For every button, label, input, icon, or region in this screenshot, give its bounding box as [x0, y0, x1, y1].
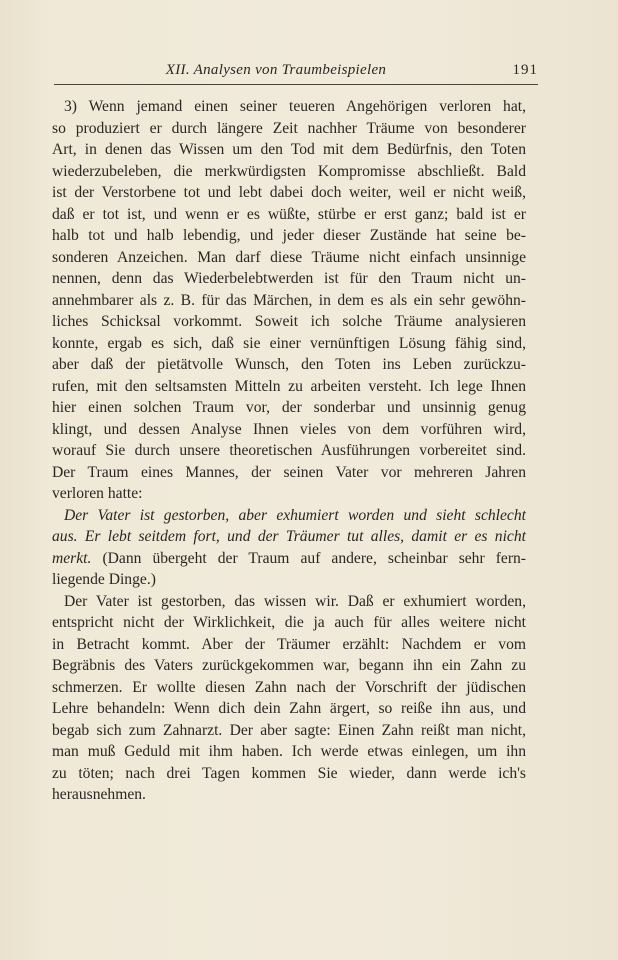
- text-line: herausnehmen.: [52, 786, 146, 803]
- dream-text-line: liegende Dinge.): [52, 571, 156, 588]
- text-line: in Betracht kommt. Aber der Träumer erzählt: Nachdem er vom: [52, 635, 526, 653]
- text-line: begab sich zum Zahnarzt. Der aber sagte: Einen Zahn reißt man nicht,: [52, 721, 526, 739]
- text-line: zu töten; nach drei Tagen kommen Sie wieder, dann werde ich's: [52, 764, 526, 782]
- text-line: Der Traum eines Mannes, der seinen Vater vor mehreren Jahren: [52, 463, 526, 481]
- text-line: so produziert er durch längere Zeit nachher Träume von besonderer: [52, 119, 526, 137]
- text-line: Der Vater ist gestorben, das wissen wir. Daß er exhumiert worden,: [64, 592, 526, 610]
- dream-text-line: aus. Er lebt seitdem fort, und der Träumer tut alles, damit er es nicht: [52, 528, 526, 545]
- dream-text-line: Der Vater ist gestorben, aber exhumiert worden und sieht schlecht: [64, 506, 526, 524]
- page-header: [54, 58, 538, 85]
- page-number: 191: [512, 62, 538, 78]
- text-line: worauf Sie durch unsere theoretischen Ausführungen vorbereitet sind.: [52, 442, 526, 459]
- text-line: Art, in denen das Wissen um den Tod mit dem Bedürfnis, den Toten: [52, 141, 526, 158]
- text-line: man muß Geduld mit ihm haben. Ich werde etwas einlegen, um ihn: [52, 743, 526, 760]
- text-line: konnte, ergab es sich, daß sie einer vernünftigen Lösung fähig sind,: [52, 334, 526, 352]
- body-text: [52, 96, 526, 806]
- text-line: halb tot und halb lebendig, und jeder dieser Zustände hat seine be-: [52, 227, 526, 244]
- text-line: Lehre behandeln: Wenn dich dein Zahn ärgert, so reiße ihn aus, und: [52, 700, 526, 717]
- text-line: entspricht nicht der Wirklichkeit, die ja auch für alles weitere nicht: [52, 614, 526, 631]
- text-line: annehmbarer als z. B. für das Märchen, in dem es als ein sehr gewöhn-: [52, 291, 526, 309]
- text-line: klingt, und dessen Analyse Ihnen vieles von dem vorführen wird,: [52, 420, 526, 438]
- text-line: Begräbnis des Vaters zurückgekommen war, begann ihn ein Zahn zu: [52, 657, 526, 674]
- running-title: XII. Analysen von Traumbeispielen: [165, 62, 387, 78]
- dream-text-line: [52, 548, 526, 570]
- text-line: liches Schicksal vorkommt. Soweit ich solche Träume analysieren: [52, 313, 526, 330]
- text-line: wiederzubeleben, die merkwürdigsten Kompromisse abschließt. Bald: [52, 162, 526, 180]
- text-line: verloren hatte:: [52, 485, 143, 502]
- text-line: schmerzen. Er wollte diesen Zahn nach der Vorschrift der jüdischen: [52, 678, 526, 696]
- text-line: daß er tot ist, und wenn er es wüßte, stürbe er erst ganz; bald ist er: [52, 205, 526, 223]
- text-line: 3) Wenn jemand einen seiner teueren Angehörigen verloren hat,: [64, 98, 526, 115]
- text-line: nennen, denn das Wiederbelebtwerden ist für den Traum nicht un-: [52, 270, 526, 287]
- dream-italic-segment: merkt.: [52, 549, 92, 567]
- text-line: hier einen solchen Traum vor, der sonderbar und unsinnig genug: [52, 399, 526, 416]
- dream-roman-segment: (Dann übergeht der Traum auf andere, scheinbar sehr fern-: [91, 549, 526, 567]
- text-line: aber daß der pietätvolle Wunsch, den Toten ins Leben zurückzu-: [52, 356, 526, 373]
- text-line: sonderen Anzeichen. Man darf diese Träume nicht einfach unsinnige: [52, 248, 526, 266]
- text-line: ist der Verstorbene tot und lebt dabei doch weiter, weil er nicht weiß,: [52, 184, 526, 201]
- text-line: rufen, mit den seltsamsten Mitteln zu arbeiten versteht. Ich lege Ihnen: [52, 377, 526, 395]
